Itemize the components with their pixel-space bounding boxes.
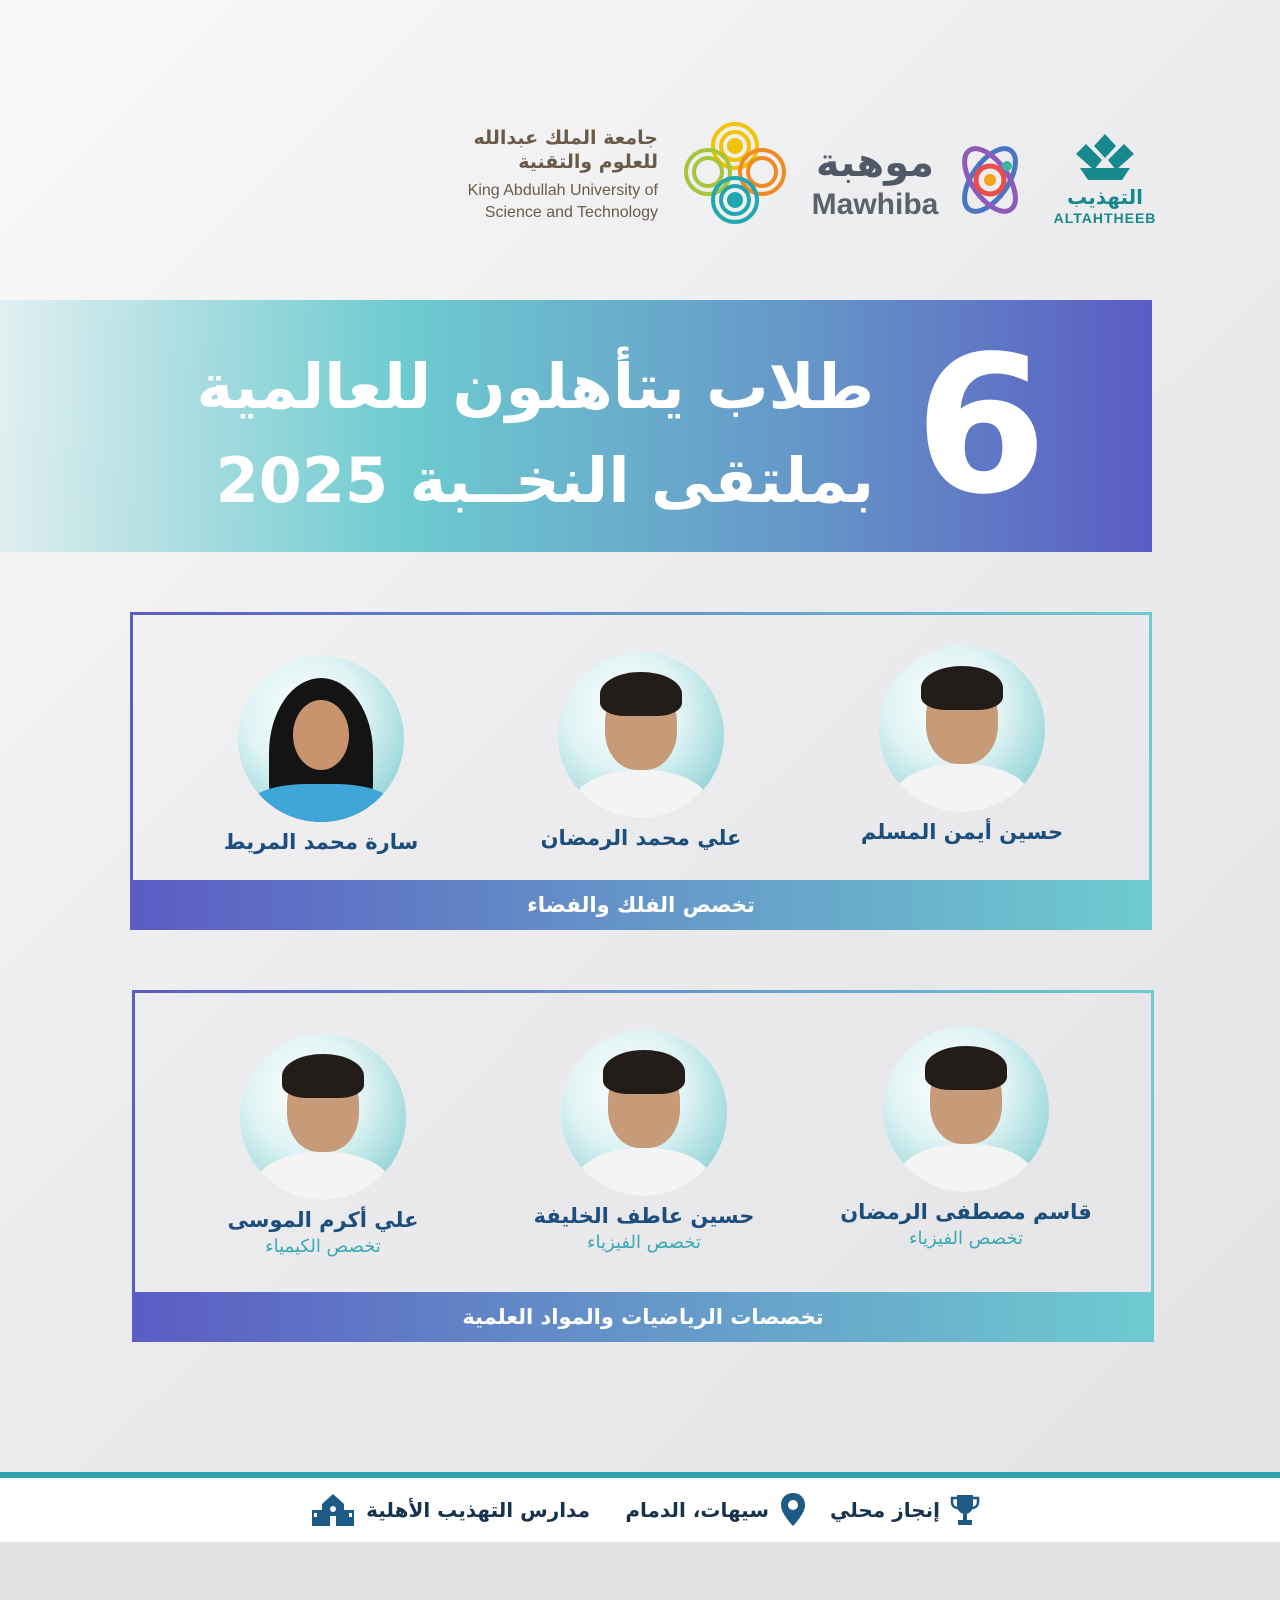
section-label: تخصصات الرياضيات والمواد العلمية <box>132 1292 1154 1342</box>
student-major: تخصص الفيزياء <box>909 1228 1023 1249</box>
student-count: 6 <box>914 315 1047 536</box>
tahtheeb-leaves-icon <box>1050 130 1160 186</box>
location-pin-icon <box>779 1492 807 1528</box>
student-photo <box>240 1034 406 1200</box>
kaust-ar-line2: للعلوم والتقنية <box>518 151 658 173</box>
student-major: تخصص الفيزياء <box>587 1232 701 1253</box>
kaust-en-line2: Science and Technology <box>484 204 658 221</box>
mawhiba-logo <box>805 130 1035 240</box>
student-photo <box>879 646 1045 812</box>
trophy-icon <box>950 1493 980 1527</box>
tahtheeb-english: ALTAHTHEEB <box>1053 210 1157 226</box>
student-card <box>171 656 471 854</box>
student-name: حسين أيمن المسلم <box>860 820 1064 844</box>
student-card <box>494 1030 794 1253</box>
footer-bar <box>0 1478 1280 1542</box>
kaust-logo <box>430 120 790 230</box>
footer-achievement <box>830 1478 980 1542</box>
student-name: علي أكرم الموسى <box>227 1208 419 1232</box>
mawhiba-english: Mawhiba <box>811 188 939 221</box>
achievement-text: إنجاز محلي <box>830 1498 940 1522</box>
section-math-science <box>132 990 1154 1342</box>
mawhiba-arabic: موهبة <box>815 140 935 186</box>
section-label: تخصص الفلك والفضاء <box>130 880 1152 930</box>
student-name: سارة محمد المريط <box>223 830 419 854</box>
student-card <box>816 1026 1116 1249</box>
school-text: مدارس التهذيب الأهلية <box>366 1498 590 1522</box>
title-banner <box>0 300 1152 552</box>
student-name: علي محمد الرمضان <box>540 826 742 850</box>
kaust-ar-line1: جامعة الملك عبدالله <box>473 127 658 149</box>
kaust-english-name <box>428 180 658 224</box>
kaust-en-line1: King Abdullah University of <box>467 182 658 199</box>
student-major: تخصص الكيمياء <box>265 1236 381 1257</box>
banner-headline <box>154 340 874 528</box>
mawhiba-orbit-icon <box>945 130 1035 230</box>
section-astronomy <box>130 612 1152 930</box>
location-text: سيهات، الدمام <box>625 1498 769 1522</box>
footer-school <box>310 1478 590 1542</box>
school-icon <box>310 1492 356 1528</box>
student-name: حسين عاطف الخليفة <box>533 1204 755 1228</box>
tahtheeb-logo <box>1050 130 1160 240</box>
headline-line2: بملتقى النخــبة 2025 <box>215 444 874 517</box>
bottom-strip <box>0 1542 1280 1600</box>
headline-line1: طلاب يتأهلون للعالمية <box>196 350 874 423</box>
student-photo <box>558 652 724 818</box>
tahtheeb-arabic: التهذيب <box>1067 185 1143 209</box>
student-photo <box>883 1026 1049 1192</box>
student-photo <box>561 1030 727 1196</box>
student-name: قاسم مصطفى الرمضان <box>840 1200 1092 1224</box>
partner-logos <box>0 120 1280 240</box>
student-card <box>491 652 791 850</box>
kaust-flower-icon <box>680 120 790 230</box>
kaust-arabic-name <box>428 126 658 174</box>
footer-location <box>625 1478 807 1542</box>
student-card <box>173 1034 473 1257</box>
student-card <box>812 646 1112 844</box>
student-photo <box>238 656 404 822</box>
